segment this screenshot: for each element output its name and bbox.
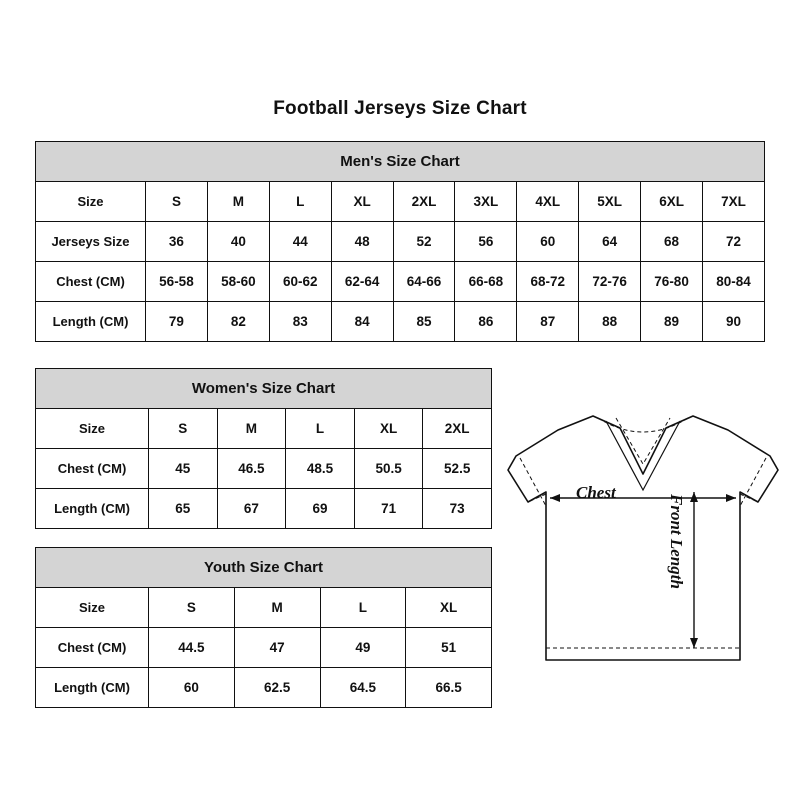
- table-cell: 47: [234, 628, 320, 668]
- row-label-length: Length (CM): [36, 302, 146, 342]
- table-cell: L: [286, 409, 355, 449]
- table-cell: 80-84: [703, 262, 765, 302]
- row-label-jerseys-size: Jerseys Size: [36, 222, 146, 262]
- table-cell: 64: [579, 222, 641, 262]
- table-cell: 60: [517, 222, 579, 262]
- womens-size-table: [35, 368, 492, 529]
- womens-size-chart-section: [35, 368, 492, 529]
- table-cell: 76-80: [641, 262, 703, 302]
- table-cell: 87: [517, 302, 579, 342]
- table-cell: 60: [149, 668, 235, 708]
- table-row: [36, 489, 492, 529]
- table-cell: 62.5: [234, 668, 320, 708]
- table-cell: 66.5: [406, 668, 492, 708]
- table-header-row: [36, 548, 492, 588]
- table-cell: 52.5: [423, 449, 492, 489]
- jersey-measurement-diagram: [498, 398, 788, 688]
- table-cell: 56: [455, 222, 517, 262]
- table-cell: 62-64: [331, 262, 393, 302]
- table-cell: 79: [146, 302, 208, 342]
- table-cell: 50.5: [354, 449, 423, 489]
- youth-section-heading: Youth Size Chart: [36, 548, 492, 588]
- table-cell: 72: [703, 222, 765, 262]
- row-label-size: Size: [36, 588, 149, 628]
- table-cell: 84: [331, 302, 393, 342]
- table-cell: M: [234, 588, 320, 628]
- table-cell: 64-66: [393, 262, 455, 302]
- table-cell: 65: [149, 489, 218, 529]
- table-cell: 44.5: [149, 628, 235, 668]
- table-cell: 46.5: [217, 449, 286, 489]
- table-cell: 56-58: [146, 262, 208, 302]
- table-cell: 44: [269, 222, 331, 262]
- table-cell: XL: [406, 588, 492, 628]
- womens-section-heading: Women's Size Chart: [36, 369, 492, 409]
- row-label-chest: Chest (CM): [36, 449, 149, 489]
- table-cell: XL: [331, 182, 393, 222]
- table-cell: 7XL: [703, 182, 765, 222]
- row-label-length: Length (CM): [36, 668, 149, 708]
- table-cell: 48.5: [286, 449, 355, 489]
- table-cell: 3XL: [455, 182, 517, 222]
- table-cell: 58-60: [207, 262, 269, 302]
- table-cell: 6XL: [641, 182, 703, 222]
- table-cell: 64.5: [320, 668, 406, 708]
- row-label-size: Size: [36, 182, 146, 222]
- mens-size-table: [35, 141, 765, 342]
- table-cell: 52: [393, 222, 455, 262]
- row-label-chest: Chest (CM): [36, 262, 146, 302]
- table-header-row: [36, 142, 765, 182]
- youth-size-chart-section: [35, 547, 492, 708]
- row-label-chest: Chest (CM): [36, 628, 149, 668]
- table-header-row: [36, 369, 492, 409]
- table-cell: M: [217, 409, 286, 449]
- table-cell: 82: [207, 302, 269, 342]
- table-cell: XL: [354, 409, 423, 449]
- table-cell: 85: [393, 302, 455, 342]
- table-row: [36, 449, 492, 489]
- table-cell: 73: [423, 489, 492, 529]
- table-row: [36, 588, 492, 628]
- page-title: Football Jerseys Size Chart: [273, 98, 527, 119]
- mens-size-chart-section: [35, 141, 765, 342]
- table-cell: S: [146, 182, 208, 222]
- table-row: [36, 302, 765, 342]
- table-cell: 66-68: [455, 262, 517, 302]
- chest-measurement-label: Chest: [576, 483, 616, 502]
- table-cell: 68: [641, 222, 703, 262]
- table-cell: 40: [207, 222, 269, 262]
- jersey-outline-icon: [498, 398, 788, 688]
- table-cell: S: [149, 588, 235, 628]
- table-row: [36, 628, 492, 668]
- table-cell: 83: [269, 302, 331, 342]
- table-row: [36, 222, 765, 262]
- table-cell: 45: [149, 449, 218, 489]
- table-cell: 67: [217, 489, 286, 529]
- table-cell: 2XL: [423, 409, 492, 449]
- youth-size-table: [35, 547, 492, 708]
- table-row: [36, 409, 492, 449]
- table-cell: S: [149, 409, 218, 449]
- table-cell: 60-62: [269, 262, 331, 302]
- row-label-length: Length (CM): [36, 489, 149, 529]
- table-row: [36, 262, 765, 302]
- table-cell: 51: [406, 628, 492, 668]
- table-row: [36, 182, 765, 222]
- table-cell: 88: [579, 302, 641, 342]
- table-cell: 72-76: [579, 262, 641, 302]
- table-cell: 48: [331, 222, 393, 262]
- table-cell: 5XL: [579, 182, 641, 222]
- table-cell: 49: [320, 628, 406, 668]
- table-row: [36, 668, 492, 708]
- table-cell: M: [207, 182, 269, 222]
- mens-section-heading: Men's Size Chart: [36, 142, 765, 182]
- table-cell: 86: [455, 302, 517, 342]
- front-length-measurement-label: Front Length: [667, 494, 686, 589]
- table-cell: 68-72: [517, 262, 579, 302]
- row-label-size: Size: [36, 409, 149, 449]
- table-cell: 69: [286, 489, 355, 529]
- table-cell: 89: [641, 302, 703, 342]
- table-cell: 2XL: [393, 182, 455, 222]
- table-cell: 4XL: [517, 182, 579, 222]
- table-cell: L: [320, 588, 406, 628]
- table-cell: 90: [703, 302, 765, 342]
- table-cell: L: [269, 182, 331, 222]
- table-cell: 71: [354, 489, 423, 529]
- table-cell: 36: [146, 222, 208, 262]
